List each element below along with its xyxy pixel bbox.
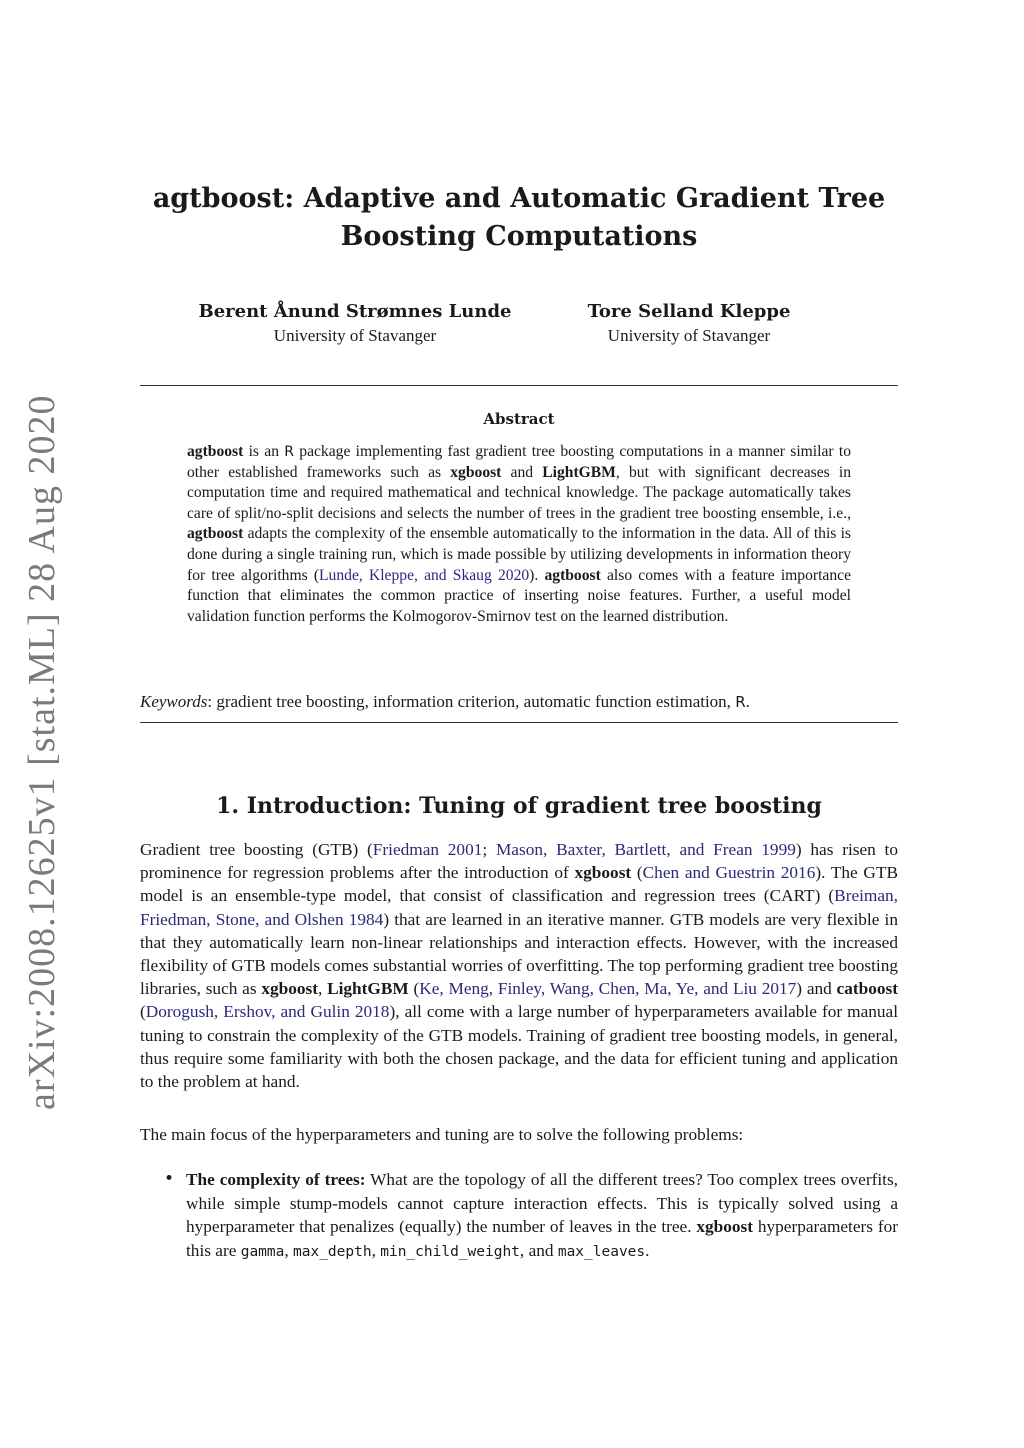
title-line-2: Boosting Computations <box>340 221 698 252</box>
intro-paragraph-2: The main focus of the hyperparameters and tuning are to solve the following problems: <box>140 1125 744 1144</box>
separator: , <box>371 1240 381 1260</box>
keywords-end: . <box>745 692 750 711</box>
para-text: ; <box>482 840 496 859</box>
param-min-child-weight: min_child_weight <box>380 1243 520 1260</box>
pkg-name: agtboost <box>187 443 244 460</box>
r-language: R <box>284 444 295 460</box>
para-text: ( <box>408 979 420 999</box>
bullet-body: What are the topology of all the different trees? Too complex trees overfits, while simple stump-models cannot capture interaction effects. This is typically solved using a hyperparameter that penalizes (equally) the number of leaves in the tree. <box>186 1170 898 1236</box>
param-gamma: gamma <box>240 1243 285 1260</box>
para-text: ), all come with a large number of hyperparameters available for manual tuning to constrain the complexity of the GTB models. Training of gradient tree boosting models, in general, thus require some familiarity with both the chosen package, and the data for efficient tuning and application to the problem at hand. <box>140 1002 898 1092</box>
lightgbm-name: LightGBM <box>327 979 409 999</box>
catboost-name: catboost <box>836 979 898 999</box>
para-text: , <box>317 979 328 999</box>
lightgbm-name: LightGBM <box>542 463 616 481</box>
para-text: ) that are learned in an iterative manner. GTB models are very flexible in that they automatically learn non-linear relationships and interaction effects. However, with the increased flexibility of GTB models comes substantial worries of overfitting. The top performing gradient tree boosting libraries, such as <box>140 909 898 999</box>
author-1-name: Berent Ånund Strømnes Lunde <box>198 301 512 322</box>
author-1-affiliation: University of Stavanger <box>273 326 437 345</box>
r-language: R <box>735 693 746 711</box>
section-heading: 1. Introduction: Tuning of gradient tree boosting <box>216 793 822 819</box>
citation-link[interactable]: Ke, Meng, Finley, Wang, Chen, Ma, Ye, and Liu 2017 <box>419 979 797 999</box>
paper-title <box>140 180 898 256</box>
separator: , and <box>519 1240 558 1260</box>
keywords-label: Keywords <box>140 692 208 711</box>
para-text: ) has risen to prominence for regression problems after the introduction of <box>140 840 898 883</box>
citation-link[interactable]: Friedman 2001 <box>372 840 483 859</box>
citation-link[interactable]: Mason, Baxter, Bartlett, and Frean 1999 <box>495 840 796 859</box>
separator: , <box>284 1240 294 1260</box>
abstract-text: package implementing fast gradient tree boosting computations in a manner similar to other established frameworks such as <box>187 443 851 481</box>
list-item <box>164 1168 898 1264</box>
keywords <box>140 690 898 714</box>
para-text: ( <box>140 1002 146 1022</box>
param-max-leaves: max_leaves <box>557 1243 646 1260</box>
author-2 <box>560 300 818 348</box>
abstract-text: ). <box>529 566 545 584</box>
citation-link[interactable]: Dorogush, Ershov, and Gulin 2018 <box>145 1002 390 1022</box>
para-text: ( <box>631 863 643 883</box>
para-text: ) and <box>796 979 837 999</box>
bullet-text <box>186 1168 898 1264</box>
abstract-text: adapts the complexity of the ensemble automatically to the information in the data. All of this is done during a single training run, which is made possible by utilizing developments in information theory for tree algorithms ( <box>187 525 851 584</box>
bullet-end: . <box>645 1240 650 1260</box>
abstract-top-rule <box>140 385 898 386</box>
pkg-name: agtboost <box>187 525 244 543</box>
abstract-text: , but with significant decreases in computation time and required mathematical and technical knowledge. The package automatically takes care of split/no-split decisions and selects the number of trees in the gradient tree boosting ensemble, i.e., <box>187 463 852 522</box>
param-max-depth: max_depth <box>293 1243 372 1260</box>
xgboost-name: xgboost <box>450 463 502 481</box>
abstract-text: also comes with a feature importance function that eliminates the common practice of inserting noise features. Further, a useful model validation function performs the Kolmogorov-Smirnov test on the learned distribution. <box>187 566 851 625</box>
para-text: ). The GTB model is an ensemble-type model, that consist of classification and regression trees (CART) ( <box>140 863 898 906</box>
citation-link[interactable]: Lunde, Kleppe, and Skaug 2020 <box>319 566 530 584</box>
citation-link[interactable]: Chen and Guestrin 2016 <box>642 863 816 883</box>
citation-link[interactable]: Breiman, Friedman, Stone, and Olshen 1984 <box>140 886 898 929</box>
abstract-bottom-rule <box>140 722 898 723</box>
para-text: Gradient tree boosting (GTB) ( <box>140 840 373 859</box>
arxiv-identifier: arXiv:2008.12625v1 [stat.ML] 28 Aug 2020 <box>21 394 63 1110</box>
bullet-body: hyperparameters for this are <box>186 1217 898 1260</box>
xgboost-name: xgboost <box>574 863 632 883</box>
bullet-heading: The complexity of trees: <box>186 1170 366 1189</box>
xgboost-name: xgboost <box>696 1217 754 1236</box>
problem-list <box>164 1168 898 1264</box>
bullet-marker: • <box>164 1169 175 1189</box>
xgboost-name: xgboost <box>261 979 318 999</box>
author-1 <box>180 300 530 348</box>
author-2-name: Tore Selland Kleppe <box>587 301 791 322</box>
pkg-name: agtboost <box>544 566 601 584</box>
abstract-text: is an <box>243 443 285 460</box>
author-2-affiliation: University of Stavanger <box>607 326 771 345</box>
abstract-text: and <box>501 463 543 481</box>
abstract-body <box>187 442 851 627</box>
title-line-1: agtboost: Adaptive and Automatic Gradient Tree <box>152 183 886 214</box>
keywords-text: : gradient tree boosting, information criterion, automatic function estimation, <box>207 692 736 711</box>
abstract-heading: Abstract <box>483 410 555 428</box>
intro-paragraph-1 <box>140 838 898 1093</box>
